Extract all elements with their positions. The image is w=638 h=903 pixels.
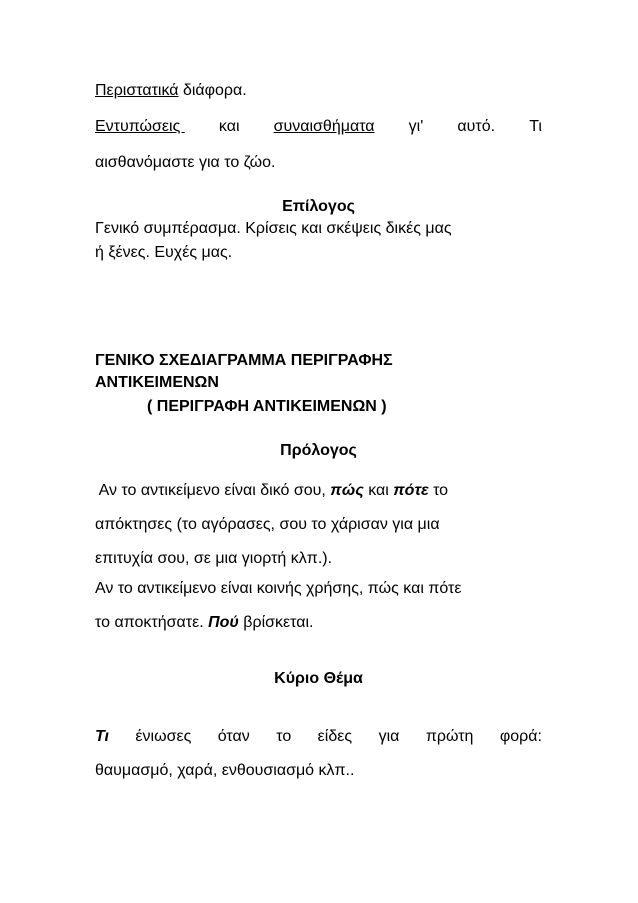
text-line-impressions (95, 117, 542, 137)
text-fragment: Αν το αντικείμενο είναι δικό σου, (95, 482, 331, 499)
emphasis-what: Τι (95, 728, 109, 745)
section-title-epilogue: Επίλογος (282, 198, 355, 215)
text-word: και (218, 118, 240, 135)
underlined-term: συναισθήματα (273, 118, 375, 135)
emphasis-how: πώς (330, 482, 364, 499)
text-word: γι' (408, 118, 424, 135)
text-fragment: και (363, 482, 394, 499)
text-fragment: το (428, 482, 449, 499)
text-fragment: διάφορα. (178, 82, 247, 99)
plan-subheading: ( ΠΕΡΙΓΡΑΦΗ ΑΝΤΙΚΕΙΜΕΝΩΝ ) (147, 398, 387, 415)
text-line-prologue-1 (95, 481, 448, 501)
text-line-main-theme-1 (95, 727, 542, 747)
text-line-epilogue-2: ή ξένες. Ευχές μας. (95, 244, 233, 261)
text-line-epilogue-1: Γενικό συμπέρασμα. Κρίσεις και σκέψεις δικές μας (95, 220, 452, 237)
text-word: αυτό. (457, 118, 496, 135)
text-line-prologue-3: επιτυχία σου, σε μια γιορτή κλπ.). (95, 550, 333, 567)
underlined-term: Εντυπώσεις (95, 118, 185, 135)
text-word: φορά: (499, 728, 542, 745)
text-line-feelings: αισθανόμαστε για το ζώο. (95, 154, 276, 171)
text-fragment: βρίσκεται. (238, 614, 314, 631)
text-word: Τι (529, 118, 542, 135)
emphasis-where: Πού (208, 614, 239, 631)
section-title-prologue: Πρόλογος (280, 442, 357, 459)
text-word: είδες (317, 728, 353, 745)
text-fragment: το αποκτήσατε. (95, 614, 209, 631)
underlined-term: Περιστατικά (95, 82, 179, 99)
text-word: το (276, 728, 292, 745)
text-line-circumstances (95, 81, 247, 101)
text-line-prologue-4: Αν το αντικείμενο είναι κοινής χρήσης, πώς και πότε (95, 580, 462, 597)
text-line-main-theme-2: θαυμασμό, χαρά, ενθουσιασμό κλπ.. (95, 762, 355, 779)
emphasis-when: πότε (393, 482, 429, 499)
section-title-main-theme: Κύριο Θέμα (274, 670, 363, 687)
text-line-prologue-2: απόκτησες (το αγόρασες, σου το χάρισαν για μια (95, 516, 440, 533)
text-line-prologue-5 (95, 613, 313, 633)
text-word: ένιωσες (135, 728, 192, 745)
plan-heading-line-2: ΑΝΤΙΚΕΙΜΕΝΩΝ (95, 374, 219, 391)
text-word: πρώτη (425, 728, 474, 745)
text-word: για (378, 728, 400, 745)
text-word: όταν (217, 728, 250, 745)
plan-heading-line-1: ΓΕΝΙΚΟ ΣΧΕΔΙΑΓΡΑΜΜΑ ΠΕΡΙΓΡΑΦΗΣ (95, 352, 393, 369)
